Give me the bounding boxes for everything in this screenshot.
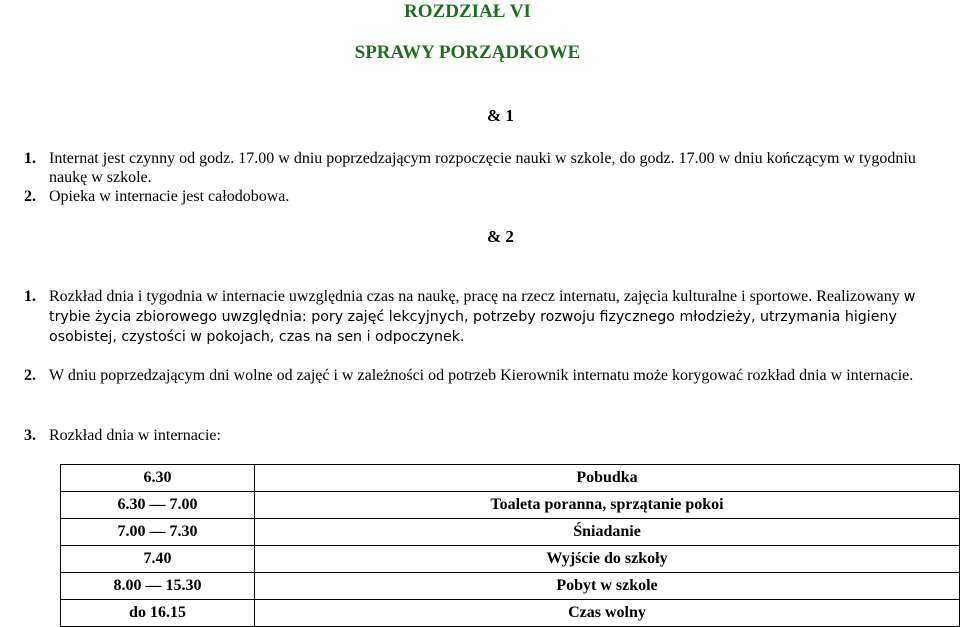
schedule-time: 7.40 xyxy=(61,546,255,573)
schedule-time: 7.00 — 7.30 xyxy=(61,519,255,546)
item-number: 3. xyxy=(24,427,36,444)
schedule-activity: Toaleta poranna, sprzątanie pokoi xyxy=(255,492,960,519)
table-row xyxy=(61,573,960,600)
schedule-activity: Wyjście do szkoły xyxy=(255,546,960,573)
table-row xyxy=(61,600,960,627)
schedule-activity: Pobudka xyxy=(255,465,960,492)
schedule-time: 8.00 — 15.30 xyxy=(61,573,255,600)
schedule-time: 6.30 xyxy=(61,465,255,492)
item-text: Opieka w internacie jest całodobowa. xyxy=(49,188,290,205)
item-text: W dniu poprzedzającym dni wolne od zajęć i w zależności od potrzeb Kierownik internatu może korygować rozkład dnia w internacie. xyxy=(49,367,914,384)
item-number: 1. xyxy=(24,288,36,305)
table-row xyxy=(61,546,960,573)
item-number: 2. xyxy=(24,367,36,384)
schedule-activity: Czas wolny xyxy=(255,600,960,627)
item-number: 2. xyxy=(24,188,36,205)
section-title: SPRAWY PORZĄDKOWE xyxy=(354,42,581,63)
table-row xyxy=(61,519,960,546)
schedule-activity: Śniadanie xyxy=(255,519,960,546)
paragraph-2-item-1 xyxy=(24,287,954,347)
paragraph-2-item-3 xyxy=(24,426,954,445)
item-number: 1. xyxy=(24,150,36,167)
paragraph-1-item-2 xyxy=(24,187,954,206)
schedule-time: 6.30 — 7.00 xyxy=(61,492,255,519)
chapter-title: ROZDZIAŁ VI xyxy=(404,1,531,22)
paragraph-2-item-2 xyxy=(24,366,954,385)
table-row xyxy=(61,465,960,492)
paragraph-sign-1: & 1 xyxy=(487,106,514,125)
daily-schedule-table xyxy=(60,464,960,627)
item-text-continuation: w trybie życia zbiorowego uwzględnia: pory zajęć lekcyjnych, potrzeby rozwoju fizycznego młodzieży, utrzymania higieny osobistej, czystości w pokojach, czas na sen i odpoczynek. xyxy=(49,289,916,345)
schedule-activity: Pobyt w szkole xyxy=(255,573,960,600)
table-row xyxy=(61,492,960,519)
schedule-time: do 16.15 xyxy=(61,600,255,627)
item-text: Rozkład dnia i tygodnia w internacie uwzględnia czas na naukę, pracę na rzecz internatu, zajęcia kulturalne i sportowe. Realizowany xyxy=(49,288,900,305)
paragraph-1-item-1 xyxy=(24,149,954,187)
item-text: Rozkład dnia w internacie: xyxy=(49,427,221,444)
item-text: Internat jest czynny od godz. 17.00 w dniu poprzedzającym rozpoczęcie nauki w szkole, do godz. 17.00 w dniu kończącym w tygodniu naukę w szkole. xyxy=(49,150,916,186)
paragraph-sign-2: & 2 xyxy=(487,227,514,246)
